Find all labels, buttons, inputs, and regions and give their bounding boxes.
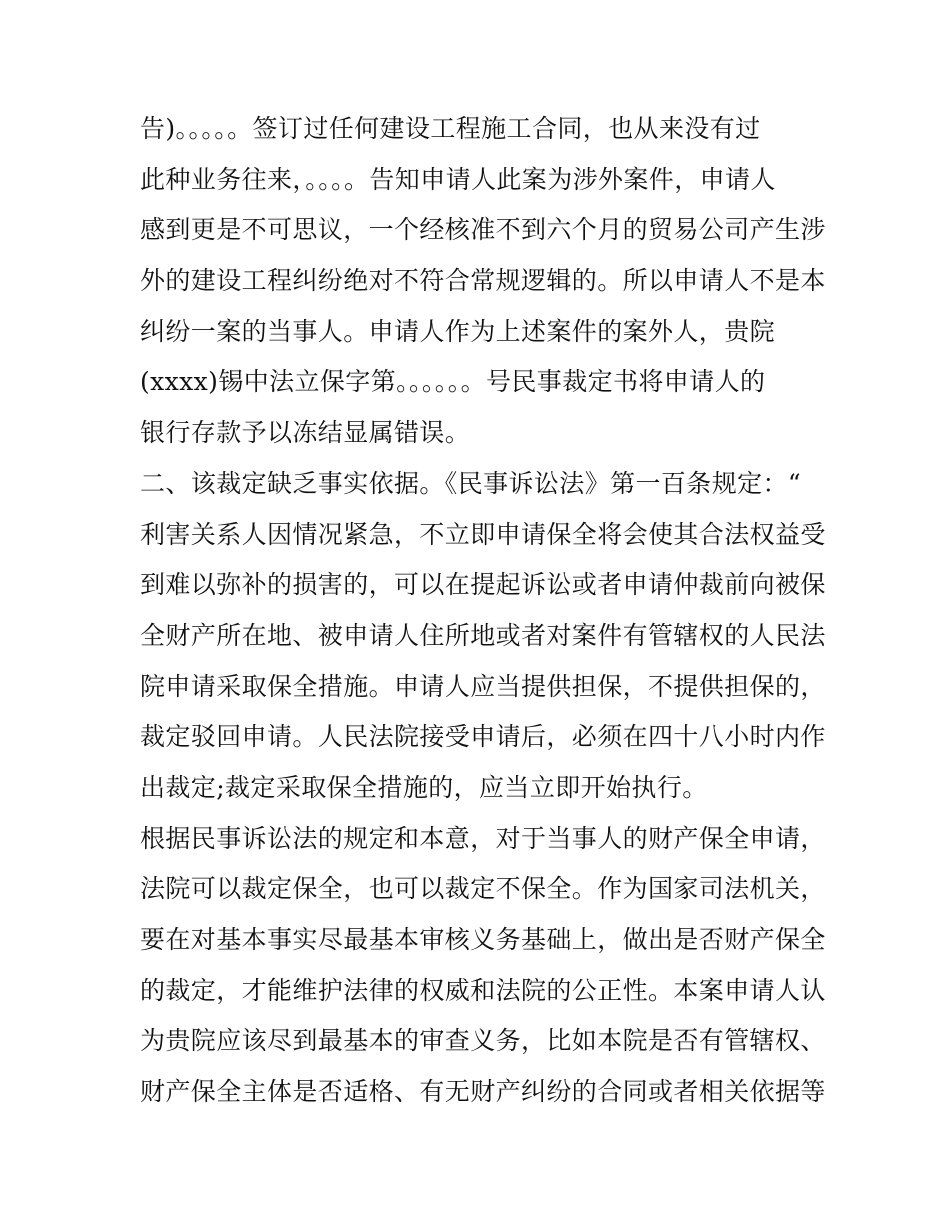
- text-line-20: 财产保全主体是否适格、有无财产纠纷的合同或者相关依据等: [140, 1077, 826, 1107]
- text-line-12: 院申请采取保全措施。申请人应当提供担保，不提供担保的，: [140, 671, 826, 701]
- text-line-13: 裁定驳回申请。人民法院接受申请后，必须在四十八小时内作: [140, 722, 826, 752]
- text-line-2: 此种业务往来，。。。。告知申请人此案为涉外案件，申请人: [140, 164, 776, 194]
- text-line-19: 为贵院应该尽到最基本的审查义务，比如本院是否有管辖权、: [140, 1026, 826, 1056]
- text-line-9: 利害关系人因情况紧急，不立即申请保全将会使其合法权益受: [140, 519, 826, 549]
- text-line-11: 全财产所在地、被申请人住所地或者对案件有管辖权的人民法: [140, 620, 826, 650]
- text-line-5: 纠纷一案的当事人。申请人作为上述案件的案外人，贵院: [140, 316, 776, 346]
- text-line-15: 根据民事诉讼法的规定和本意，对于当事人的财产保全申请，: [140, 823, 826, 853]
- text-line-6: (xxxx)锡中法立保字第。。。。。。号民事裁定书将申请人的: [140, 367, 766, 397]
- text-line-8: 二、该裁定缺乏事实依据。《民事诉讼法》第一百条规定：“: [140, 468, 802, 498]
- body-text: [140, 104, 830, 1118]
- text-line-3: 感到更是不可思议，一个经核准不到六个月的贸易公司产生涉: [140, 215, 826, 245]
- text-line-4: 外的建设工程纠纷绝对不符合常规逻辑的。所以申请人不是本: [140, 266, 826, 296]
- text-line-14: 出裁定;裁定采取保全措施的，应当立即开始执行。: [140, 772, 708, 802]
- text-line-18: 的裁定，才能维护法律的权威和法院的公正性。本案申请人认: [140, 975, 826, 1005]
- text-line-7: 银行存款予以冻结显属错误。: [140, 418, 471, 448]
- text-line-10: 到难以弥补的损害的，可以在提起诉讼或者申请仲裁前向被保: [140, 570, 826, 600]
- text-line-17: 要在对基本事实尽最基本审核义务基础上，做出是否财产保全: [140, 925, 826, 954]
- text-line-16: 法院可以裁定保全，也可以裁定不保全。作为国家司法机关，: [140, 874, 826, 904]
- text-line-1: 告)。。。。。签订过任何建设工程施工合同，也从来没有过: [140, 114, 761, 143]
